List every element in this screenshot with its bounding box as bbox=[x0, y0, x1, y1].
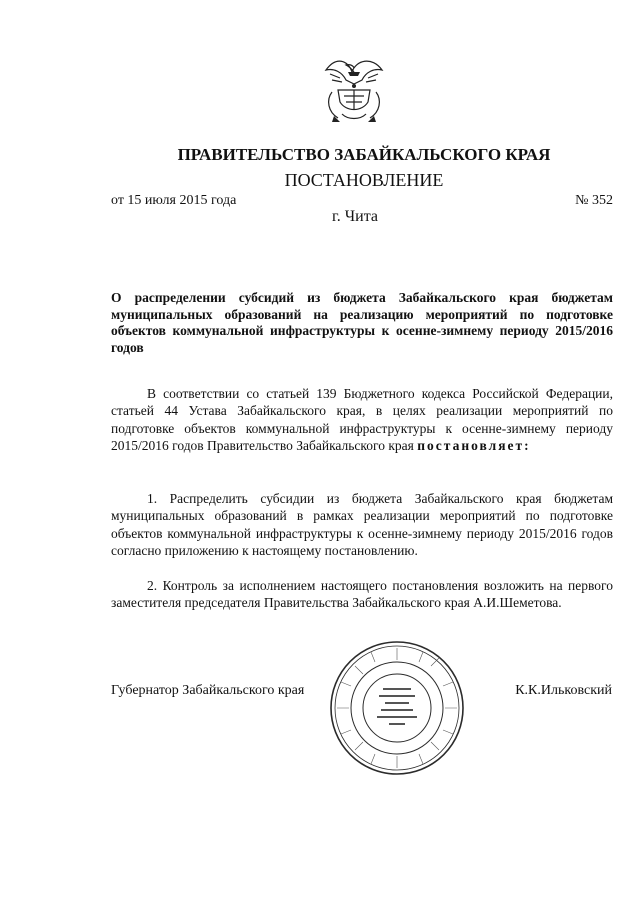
item-2-text: 2. Контроль за исполнением настоящего постановления возложить на первого заместителя председателя Правительства Забайкальского края А.И.Шеметова. bbox=[111, 578, 613, 611]
paragraph-item-1 bbox=[111, 490, 613, 559]
resolves-word: постановляет: bbox=[417, 437, 531, 453]
preamble-text: В соответствии со статьей 139 Бюджетного кодекса Российской Федерации, статьей 44 Устава Забайкальского края, в целях реализации мероприятий по подготовке объектов коммунальной инфраструктуры к осенне-зимнему периоду 2015/2016 годов Правительство Забайкальского края bbox=[111, 386, 613, 453]
document-date: от 15 июля 2015 года bbox=[111, 193, 237, 208]
coat-of-arms-emblem bbox=[318, 50, 390, 126]
document-type-title: ПОСТАНОВЛЕНИЕ bbox=[284, 170, 444, 190]
signatory-name: К.К.Ильковский bbox=[515, 683, 612, 698]
official-seal-stamp bbox=[327, 638, 467, 778]
paragraph-preamble bbox=[111, 385, 613, 454]
government-title: ПРАВИТЕЛЬСТВО ЗАБАЙКАЛЬСКОГО КРАЯ bbox=[177, 145, 551, 164]
signatory-position: Губернатор Забайкальского края bbox=[111, 683, 305, 698]
item-1-text: 1. Распределить субсидии из бюджета Забайкальского края бюджетам муниципальных образований в рамках реализации мероприятий по подготовке объектов коммунальной инфраструктуры к осенне-зимнему периоду 2015/2016 годов согласно приложению к настоящему постановлению. bbox=[111, 491, 613, 558]
document-number: № 352 bbox=[575, 193, 613, 208]
paragraph-item-2 bbox=[111, 577, 613, 612]
city-label: г. Чита bbox=[331, 208, 378, 225]
document-subject: О распределении субсидий из бюджета Забайкальского края бюджетам муниципальных образований на реализацию мероприятий по подготовке объектов коммунальной инфраструктуры к осенне-зимнему периоду 2015/2016 годов bbox=[111, 290, 613, 355]
